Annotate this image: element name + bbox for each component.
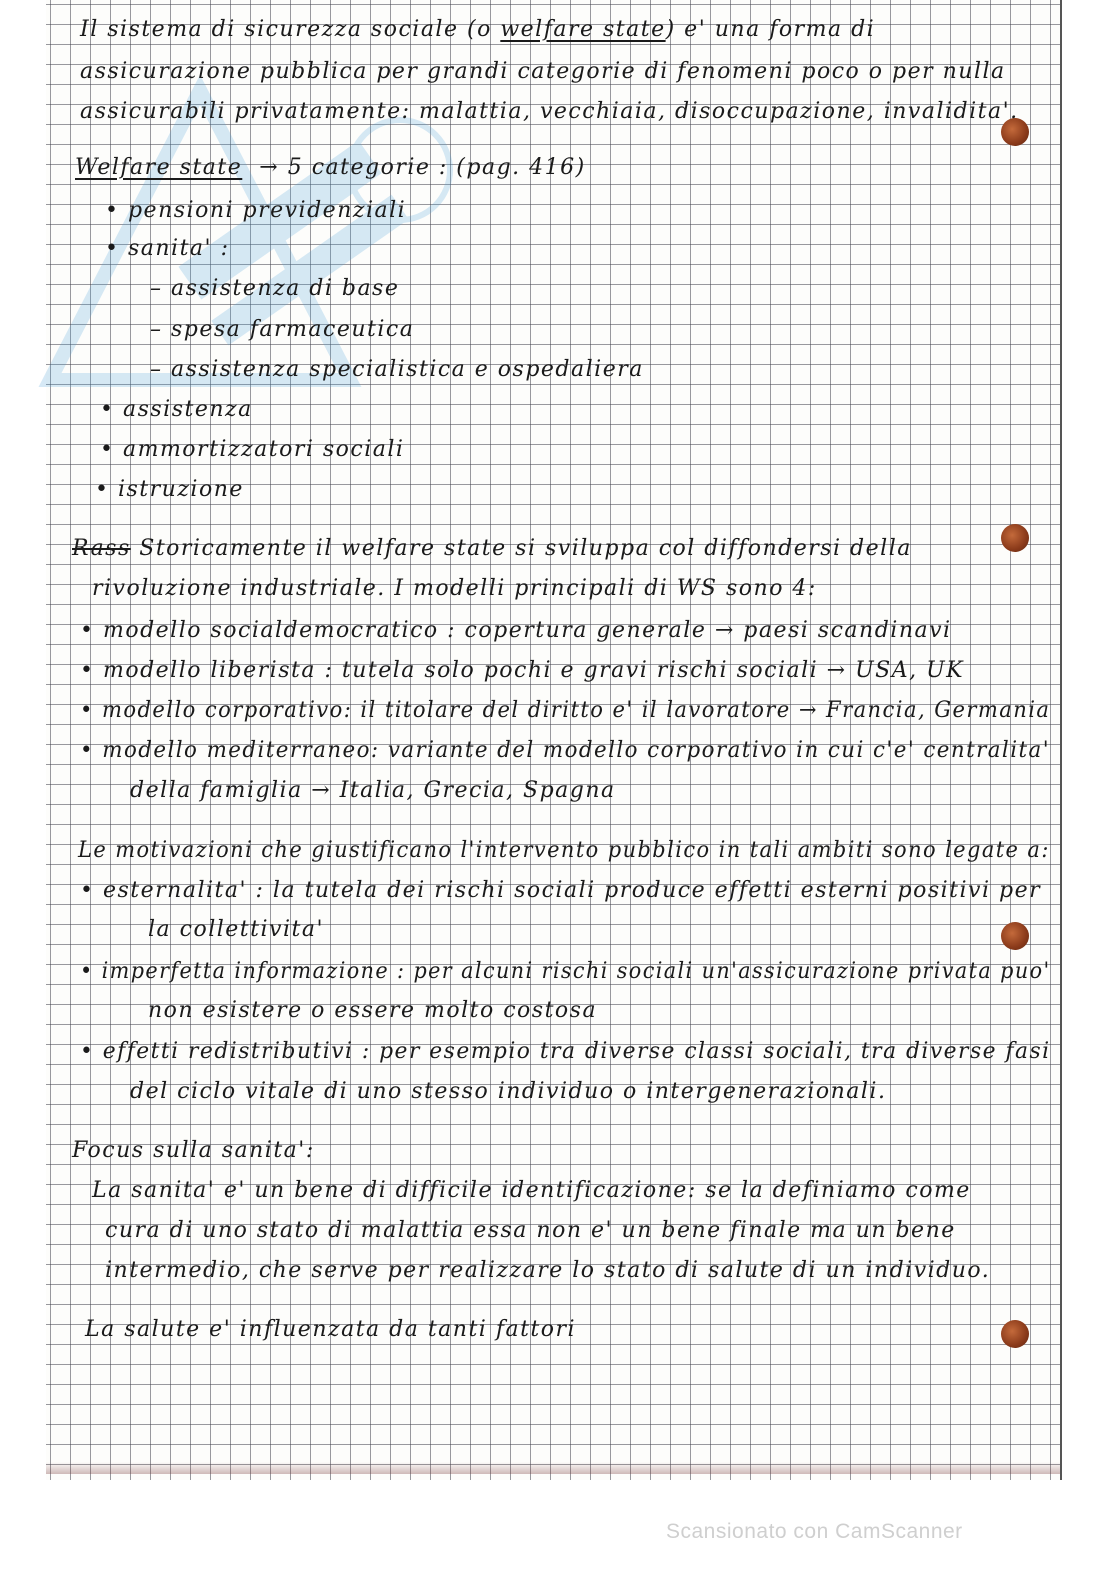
category-subbullet: – spesa farmaceutica [150, 317, 415, 342]
category-bullet: • istruzione [95, 477, 244, 502]
model-bullet: • modello socialdemocratico : copertura generale → paesi scandinavi [80, 618, 952, 643]
category-bullet: • pensioni previdenziali [105, 198, 407, 223]
model-bullet: • modello corporativo: il titolare del diritto e' il lavoratore → Francia, Germania [80, 698, 1051, 723]
motivation-bullet: • effetti redistributivi : per esempio tra diverse classi sociali, tra diverse fasi [80, 1039, 1051, 1064]
motivations-intro: Le motivazioni che giustificano l'intervento pubblico in tali ambiti sono legate a: [78, 838, 1050, 863]
intro-text-c: ) e' una forma di [665, 17, 876, 42]
binder-hole-2 [1001, 524, 1029, 552]
models-line-2: rivoluzione industriale. I modelli principali di WS sono 4: [92, 576, 817, 601]
motivation-bullet-cont: del ciclo vitale di uno stesso individuo o intergenerazionali. [130, 1079, 887, 1104]
welfare-state-term: welfare state [500, 17, 666, 42]
motivation-bullet-cont: non esistere o essere molto costosa [148, 998, 598, 1023]
categories-arrow-text: → 5 categorie : (pag. 416) [259, 155, 586, 180]
binder-hole-3 [1001, 922, 1029, 950]
categories-title: Welfare state [75, 155, 243, 180]
category-bullet: • sanita' : [105, 236, 230, 261]
struck-word: Rass [72, 536, 131, 561]
health-line: La salute e' influenzata da tanti fattori [85, 1317, 577, 1342]
categories-heading [75, 153, 586, 183]
category-subbullet: – assistenza specialistica e ospedaliera [150, 357, 644, 382]
model-bullet: • modello mediterraneo: variante del modello corporativo in cui c'e' centralita' [80, 738, 1051, 763]
model-bullet-cont: della famiglia → Italia, Grecia, Spagna [130, 778, 616, 803]
motivation-bullet: • esternalita' : la tutela dei rischi sociali produce effetti esterni positivi per [80, 878, 1042, 903]
models-text: Storicamente il welfare state si sviluppa col diffondersi della [130, 536, 912, 561]
model-bullet: • modello liberista : tutela solo pochi e gravi rischi sociali → USA, UK [80, 658, 965, 683]
intro-line-2: assicurazione pubblica per grandi categorie di fenomeni poco o per nulla [80, 59, 1006, 84]
sheet-bottom-edge [46, 1462, 1060, 1474]
health-line: cura di uno stato di malattia essa non e' un bene finale ma un bene [105, 1218, 956, 1243]
health-heading: Focus sulla sanita': [72, 1138, 315, 1163]
models-line-1 [72, 534, 912, 564]
category-bullet: • ammortizzatori sociali [100, 437, 405, 462]
camscanner-footer: Scansionato con CamScanner [666, 1520, 963, 1543]
intro-line-1 [80, 15, 875, 45]
intro-line-3: assicurabili privatamente: malattia, vecchiaia, disoccupazione, invalidita'. [80, 99, 1019, 124]
intro-text-a: Il sistema di sicurezza sociale (o [80, 17, 501, 42]
motivation-bullet: • imperfetta informazione : per alcuni rischi sociali un'assicurazione privata puo' [80, 959, 1051, 984]
motivation-bullet-cont: la collettivita' [148, 917, 324, 942]
category-bullet: • assistenza [100, 397, 253, 422]
binder-hole-4 [1001, 1320, 1029, 1348]
health-line: La sanita' e' un bene di difficile identificazione: se la definiamo come [92, 1178, 971, 1203]
category-subbullet: – assistenza di base [150, 276, 400, 301]
health-line: intermedio, che serve per realizzare lo stato di salute di un individuo. [105, 1258, 991, 1283]
